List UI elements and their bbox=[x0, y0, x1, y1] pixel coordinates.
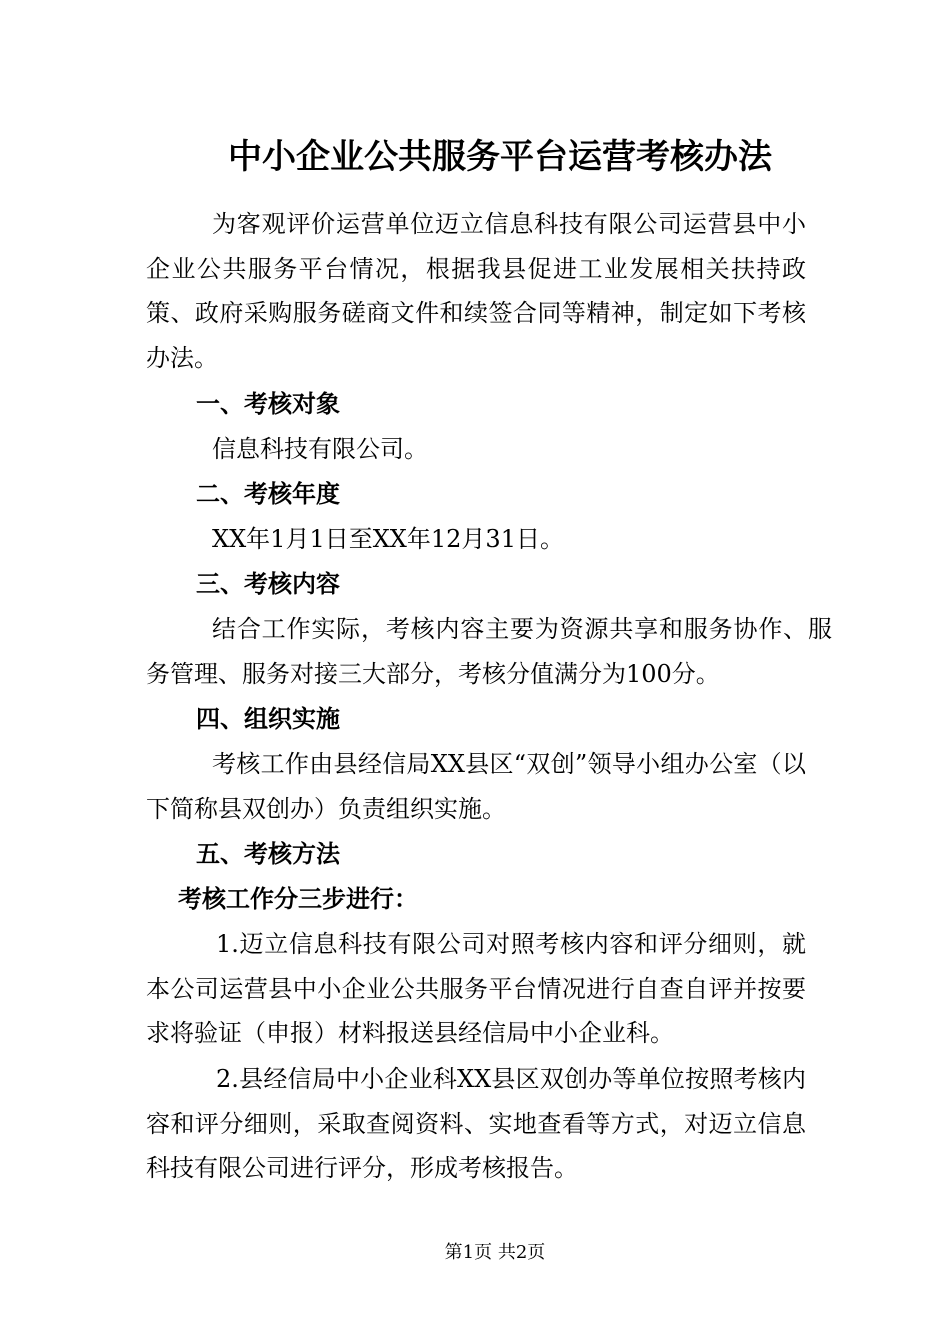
method-intro: 考核工作分三步进行： bbox=[178, 885, 418, 913]
section-text-3: 结合工作实际，考核内容主要为资源共享和服务协作、服务管理、服务对接三大部分，考核分值满分为100分。 bbox=[146, 615, 832, 688]
intro-paragraph: 为客观评价运营单位迈立信息科技有限公司运营县中小企业公共服务平台情况，根据我县促进工业发展相关扶持政策、政府采购服务磋商文件和续签合同等精神，制定如下考核办法。 bbox=[146, 210, 806, 373]
section-text-4: 考核工作由县经信局XX县区“双创”领导小组办公室（以下简称县双创办）负责组织实施。 bbox=[146, 750, 806, 823]
method-step-2: 2.县经信局中小企业科XX县区双创办等单位按照考核内容和评分细则，采取查阅资料、实地查看等方式，对迈立信息科技有限公司进行评分，形成考核报告。 bbox=[146, 1065, 806, 1183]
document-page: 中小企业公共服务平台运营考核办法 为客观评价运营单位迈立信息科技有限公司运营县中小企业公共服务平台情况，根据我县促进工业发展相关扶持政策、政府采购服务磋商文件和续签合同等精神，制定如下考核办法。 一、考核对象 信息科技有限公司。 二、考核年度 XX年1月1日至XX年12月31日。 三、考核内容 结合工作实际，考核内容主要为资源共享和服务协作、服务管理、服务对接三大部分，考核分值满分为100分。 四、组织实施 考核工作由县经信局XX县区“双创”领导小组办公室（以下简称县双创办）负责组织实施。 五、考核方法 考核工作分三步进行： 1.迈立信息科技有限公司对照考核内容和评分细则，就本公司运营县中小企业公共服务平台情况进行自查自评并按要求将验证（申报）材料报送县经信局中小企业科。 2.县经信局中小企业科XX县区双创办等单位按照考核内容和评分细则，采取查阅资料、实地查看等方式，对迈立信息科技有限公司进行评分，形成考核报告。 第1页 共2页 bbox=[0, 0, 950, 1344]
section-heading-2: 二、考核年度 bbox=[196, 480, 340, 508]
section-heading-1: 一、考核对象 bbox=[196, 390, 340, 418]
section-heading-5: 五、考核方法 bbox=[196, 840, 340, 868]
page-footer: 第1页 共2页 bbox=[444, 1242, 546, 1263]
document-title: 中小企业公共服务平台运营考核办法 bbox=[228, 137, 772, 177]
section-heading-3: 三、考核内容 bbox=[196, 570, 340, 598]
section-heading-4: 四、组织实施 bbox=[196, 705, 340, 733]
method-step-1: 1.迈立信息科技有限公司对照考核内容和评分细则，就本公司运营县中小企业公共服务平台情况进行自查自评并按要求将验证（申报）材料报送县经信局中小企业科。 bbox=[146, 930, 806, 1048]
